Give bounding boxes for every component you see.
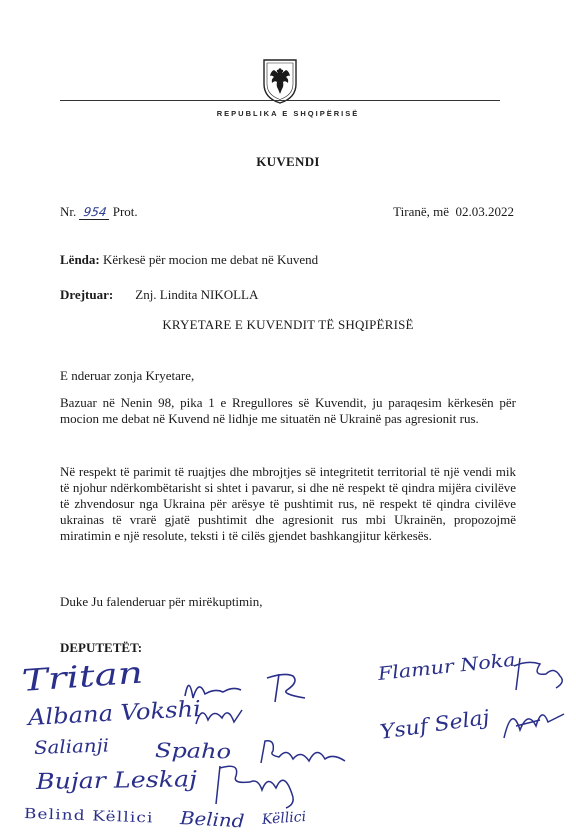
closing-line: Duke Ju falenderuar për mirëkuptimin, bbox=[60, 594, 263, 609]
subject-label: Lënda: bbox=[60, 252, 100, 267]
header-rule bbox=[60, 100, 500, 101]
addressee-line bbox=[60, 287, 258, 303]
signature-8: Këllici bbox=[261, 808, 307, 828]
signature-9: Flamur Noka bbox=[376, 649, 517, 685]
document-heading: KUVENDI bbox=[256, 154, 320, 169]
signature-10: Ysuf Selaj bbox=[378, 704, 491, 744]
subject-text: Kërkesë për mocion me debat në Kuvend bbox=[102, 252, 319, 267]
signature-scribble-icon bbox=[496, 700, 570, 744]
protocol-suffix: Prot. bbox=[112, 204, 138, 219]
signatories-heading: DEPUTETËT: bbox=[60, 640, 143, 655]
addressee-label: Drejtuar: bbox=[60, 287, 114, 302]
signature-scribble-icon bbox=[510, 652, 572, 694]
signature-3: Salianji bbox=[33, 735, 110, 759]
subject-line bbox=[60, 252, 318, 268]
place-date: Tiranë, më 02.03.2022 bbox=[393, 204, 514, 219]
signature-scribble-icon bbox=[210, 760, 320, 810]
signature-7: Belind bbox=[179, 808, 245, 833]
signature-6: Belind Këllici bbox=[23, 806, 154, 827]
albania-crest-icon bbox=[262, 58, 298, 104]
signature-1: Tritan bbox=[20, 655, 145, 699]
protocol-handwritten-number: 954 bbox=[78, 205, 110, 220]
greeting: E nderuar zonja Kryetare, bbox=[60, 368, 195, 383]
body-paragraph-1: Bazuar në Nenin 98, pika 1 e Rregullores së Kuvendit, ju paraqesim kërkesën për mocion me debat në Kuvend në lidhje me situatën në Ukrainë pas agresionit rus. bbox=[60, 395, 516, 426]
institution-name: REPUBLIKA E SHQIPËRISË bbox=[216, 109, 360, 118]
signature-scribble-icon bbox=[192, 700, 252, 730]
signature-4: Spaho bbox=[154, 738, 232, 764]
protocol-number bbox=[60, 204, 138, 220]
addressee-title: KRYETARE E KUVENDIT TË SHQIPËRISË bbox=[162, 317, 414, 332]
addressee-name: Znj. Lindita NIKOLLA bbox=[135, 287, 259, 302]
signature-5: Bujar Leskaj bbox=[35, 767, 198, 795]
body-paragraph-2: Në respekt të parimit të ruajtjes dhe mbrojtjes së integritetit territorial të një vendi mik të njohur ndërkombëtarisht si shtet i pavarur, si dhe në respekt të qindra mijëra civilëve të zhvendosur nga Ukraina për arësye të pushtimit rus, në respekt të qindra civilëve ukrainas të vrarë gjatë pushtimit dhe agresionit rus mbi Ukrainën, propozojmë miratimin e një resolute, teksti i të cilës gjendet bashkangjitur kërkesës. bbox=[60, 464, 516, 543]
protocol-prefix: Nr. bbox=[60, 204, 77, 219]
signature-2: Albana Vokshi bbox=[27, 696, 202, 731]
